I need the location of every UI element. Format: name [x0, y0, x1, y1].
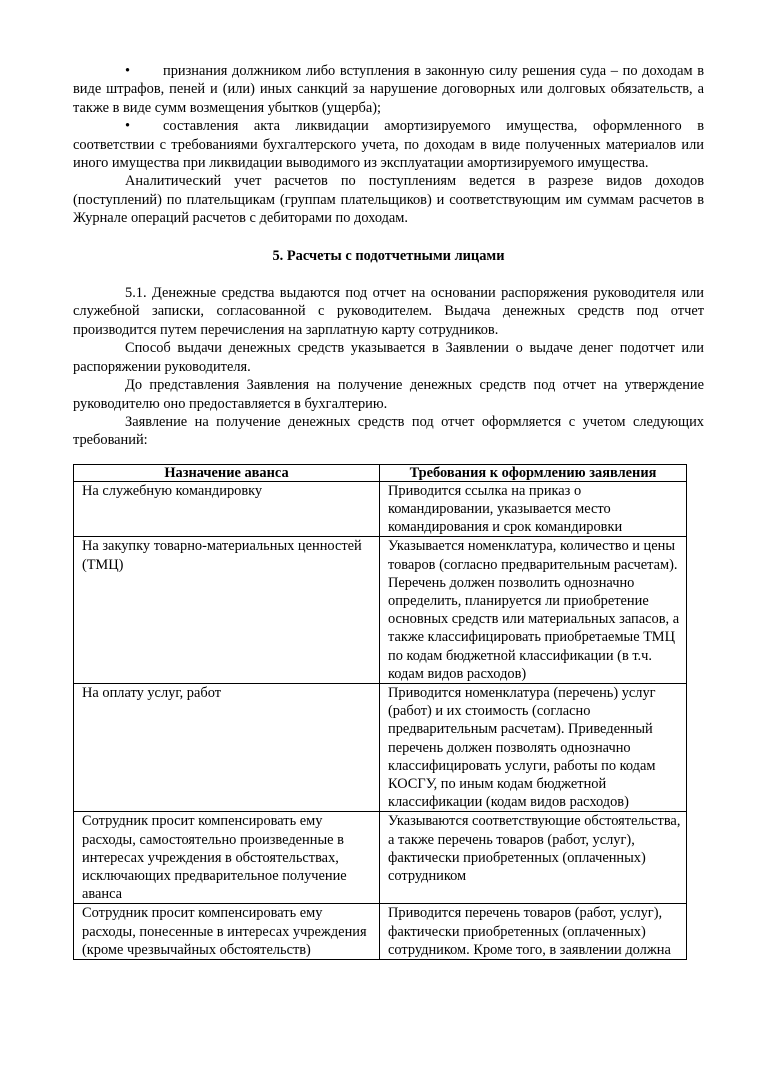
table-cell-purpose: Сотрудник просит компенсировать ему расходы, самостоятельно произведенные в интересах учреждения в обстоятельствах, исключающих предварительное получение аванса	[74, 812, 380, 904]
table-cell-purpose: На закупку товарно-материальных ценностей (ТМЦ)	[74, 537, 380, 684]
bullet-paragraph-liquidation	[73, 117, 704, 172]
bullet-text-court: признания должником либо вступления в законную силу решения суда – по доходам в виде штрафов, пеней и (или) иных санкций за нарушение договорных или долговых обязательств, а также в виде сумм возмещения убытков (ущерба);	[73, 63, 704, 116]
table-cell-requirements: Приводится перечень товаров (работ, услуг), фактически приобретенных (оплаченных) сотрудником. Кроме того, в заявлении должна	[380, 904, 687, 960]
table-row	[74, 537, 687, 684]
table-row	[74, 904, 687, 960]
advance-requirements-table	[73, 464, 687, 960]
table-row	[74, 481, 687, 537]
paragraph-issue-method: Способ выдачи денежных средств указывается в Заявлении о выдаче денег подотчет или распоряжении руководителя.	[73, 340, 704, 375]
bullet-icon: •	[125, 118, 131, 135]
table-cell-requirements: Указываются соответствующие обстоятельства, а также перечень товаров (работ, услуг), фактически приобретенных (оплаченных) сотрудником	[380, 812, 687, 904]
table-header-row	[74, 464, 687, 481]
paragraph-5-1: 5.1. Денежные средства выдаются под отчет на основании распоряжения руководителя или служебной записки, согласованной с руководителем. Выдача денежных средств под отчет производится путем перечисления на зарплатную карту сотрудников.	[73, 285, 704, 338]
table-header-purpose: Назначение аванса	[74, 464, 380, 481]
bullet-text-liquidation: составления акта ликвидации амортизируемого имущества, оформленного в соответствии с требованиями бухгалтерского учета, по доходам в виде полученных материалов или иного имущества при ликвидации выводимого из эксплуатации амортизируемого имущества.	[73, 118, 704, 172]
table-cell-purpose: Сотрудник просит компенсировать ему расходы, понесенные в интересах учреждения (кроме чрезвычайных обстоятельств)	[74, 904, 380, 960]
section-heading: 5. Расчеты с подотчетными лицами	[272, 247, 505, 264]
paragraph-submission: До представления Заявления на получение денежных средств под отчет на утверждение руководителю оно предоставляется в бухгалтерию.	[73, 377, 704, 412]
table-cell-requirements: Приводится номенклатура (перечень) услуг (работ) и их стоимость (согласно предварительным расчетам). Приведенный перечень должен позволять однозначно классифицировать услуги, работы по кодам КОСГУ, по иным кодам бюджетной классификации (кодам видов расходов)	[380, 683, 687, 811]
table-cell-requirements: Указывается номенклатура, количество и цены товаров (согласно предварительным расчетам). Перечень должен позволить однозначно определить, планируется ли приобретение основных средств или материальных запасов, а также классифицировать приобретаемые ТМЦ по кодам бюджетной классификации (в т.ч. кодам видов расходов)	[380, 537, 687, 684]
table-cell-requirements: Приводится ссылка на приказ о командировании, указывается место командирования и срок командировки	[380, 481, 687, 537]
paragraph-requirements: Заявление на получение денежных средств под отчет оформляется с учетом следующих требований:	[73, 413, 704, 449]
table-cell-purpose: На служебную командировку	[74, 481, 380, 537]
table-header-requirements: Требования к оформлению заявления	[380, 464, 687, 481]
table-cell-purpose: На оплату услуг, работ	[74, 683, 380, 811]
bullet-icon: •	[125, 63, 131, 79]
table-row	[74, 812, 687, 904]
document-page	[73, 62, 704, 960]
table-row	[74, 683, 687, 811]
bullet-paragraph-court	[73, 62, 704, 117]
paragraph-analytic-accounting: Аналитический учет расчетов по поступлениям ведется в разрезе видов доходов (поступлений) по плательщикам (группам плательщиков) и соответствующим им суммам расчетов в Журнале операций расчетов с дебиторами по доходам.	[73, 173, 704, 227]
